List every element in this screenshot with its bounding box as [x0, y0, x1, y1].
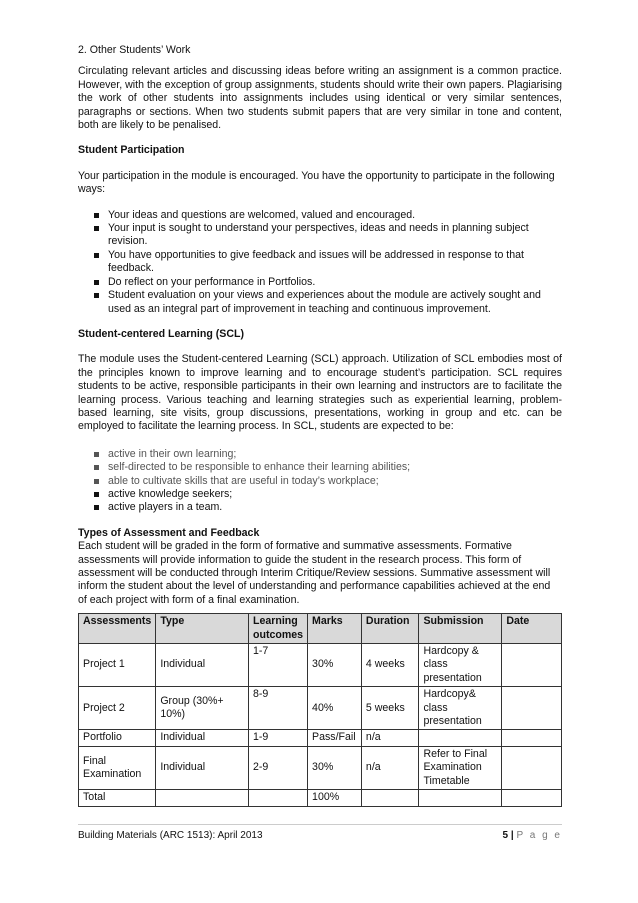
- list-item: Your ideas and questions are welcomed, valued and encouraged.: [92, 209, 562, 222]
- list-item: Do reflect on your performance in Portfolios.: [92, 276, 562, 289]
- list-item: self-directed to be responsible to enhance their learning abilities;: [92, 461, 562, 474]
- table-cell: Portfolio: [79, 730, 156, 746]
- table-cell: 1-7: [249, 644, 308, 687]
- table-cell: 1-9: [249, 730, 308, 746]
- table-cell: 30%: [308, 644, 362, 687]
- assessment-table: [78, 613, 562, 806]
- table-cell: Hardcopy& class presentation: [419, 687, 502, 730]
- student-participation-heading: Student Participation: [78, 144, 185, 157]
- scl-heading: Student-centered Learning (SCL): [78, 327, 244, 340]
- table-cell: 100%: [308, 790, 362, 806]
- page-footer: [78, 829, 562, 842]
- list-item: Your input is sought to understand your perspectives, ideas and needs in planning subject revision.: [92, 222, 562, 249]
- participation-intro: Your participation in the module is encouraged. You have the opportunity to participate in the following ways:: [78, 169, 555, 196]
- plagiarism-paragraph: Circulating relevant articles and discussing ideas before writing an assignment is a common practice. However, with the exception of group assignments, students should write their own papers. Plagiarising the work of other students into assignments includes using identical or very similar sentences, paragraphs or sections. When two students submit papers that are very similar in tone and content, both are likely to be penalised.: [78, 65, 562, 132]
- table-cell: n/a: [361, 746, 419, 789]
- scl-bullet-list: [78, 448, 562, 515]
- table-cell: Individual: [156, 644, 249, 687]
- table-cell: Group (30%+ 10%): [156, 687, 249, 730]
- table-cell: 30%: [308, 746, 362, 789]
- table-cell: [502, 790, 562, 806]
- table-cell: Refer to Final Examination Timetable: [419, 746, 502, 789]
- table-cell: 2-9: [249, 746, 308, 789]
- footer-course-title: Building Materials (ARC 1513): April 2013: [78, 830, 263, 841]
- column-header: Type: [156, 614, 249, 644]
- table-cell: Individual: [156, 730, 249, 746]
- table-cell: 5 weeks: [361, 687, 419, 730]
- table-cell: Individual: [156, 746, 249, 789]
- list-item: Student evaluation on your views and experiences about the module are actively sought and used as an integral part of improvement in teaching and continuous improvement.: [92, 289, 562, 316]
- column-header: Marks: [308, 614, 362, 644]
- list-item: You have opportunities to give feedback and issues will be addressed in response to that feedback.: [92, 249, 562, 276]
- table-cell: Project 1: [79, 644, 156, 687]
- scl-paragraph: The module uses the Student-centered Learning (SCL) approach. Utilization of SCL embodies most of the principles known to improve learning and to encourage student’s participation. SCL requires students to be active, responsible participants in their own learning and instructors are to facilitate the learning process. Various teaching and learning strategies such as experiential learning, problem-based learning, site visits, group discussions, presentations, working in group and etc. can be employed to facilitate the learning process. In SCL, students are expected to be:: [78, 353, 562, 433]
- table-cell: Hardcopy & class presentation: [419, 644, 502, 687]
- table-header-row: [79, 614, 562, 644]
- table-cell: [249, 790, 308, 806]
- column-header: Duration: [361, 614, 419, 644]
- list-item: active in their own learning;: [92, 448, 562, 461]
- table-cell: 8-9: [249, 687, 308, 730]
- table-row: [79, 687, 562, 730]
- table-cell: Project 2: [79, 687, 156, 730]
- table-row: [79, 746, 562, 789]
- assessment-paragraph: Each student will be graded in the form of formative and summative assessments. Formative assessments will provide information to guide the student in the research process. This form of assessment will be conducted through Interim Critique/Review sessions. Summative assessment will inform the student about the level of understanding and performance capabilities achieved at the end of each project with form of a final examination.: [78, 540, 551, 606]
- section-heading-other-students-work: 2. Other Students’ Work: [78, 44, 191, 56]
- table-cell: [361, 790, 419, 806]
- table-cell: [156, 790, 249, 806]
- table-cell: 4 weeks: [361, 644, 419, 687]
- column-header: Learning outcomes: [249, 614, 308, 644]
- table-row: [79, 644, 562, 687]
- table-cell: n/a: [361, 730, 419, 746]
- participation-bullet-list: [78, 209, 562, 316]
- page-word: P a g e: [516, 830, 562, 841]
- list-item: active players in a team.: [92, 501, 562, 514]
- assessment-heading: Types of Assessment and Feedback: [78, 526, 260, 539]
- table-cell: [502, 746, 562, 789]
- table-cell: [502, 730, 562, 746]
- table-cell: 40%: [308, 687, 362, 730]
- column-header: Date: [502, 614, 562, 644]
- page-number: 5: [502, 830, 509, 841]
- page-content: [78, 44, 562, 807]
- page-number-block: [503, 829, 562, 842]
- table-cell: Total: [79, 790, 156, 806]
- footer-divider: [78, 824, 562, 825]
- page-separator: |: [510, 830, 514, 841]
- table-cell: [502, 687, 562, 730]
- table-cell: [419, 730, 502, 746]
- table-row: [79, 790, 562, 806]
- table-cell: Pass/Fail: [308, 730, 362, 746]
- list-item: active knowledge seekers;: [92, 488, 562, 501]
- column-header: Assessments: [79, 614, 156, 644]
- column-header: Submission: [419, 614, 502, 644]
- list-item: able to cultivate skills that are useful in today’s workplace;: [92, 475, 562, 488]
- table-cell: [419, 790, 502, 806]
- table-row: [79, 730, 562, 746]
- table-cell: Final Examination: [79, 746, 156, 789]
- table-cell: [502, 644, 562, 687]
